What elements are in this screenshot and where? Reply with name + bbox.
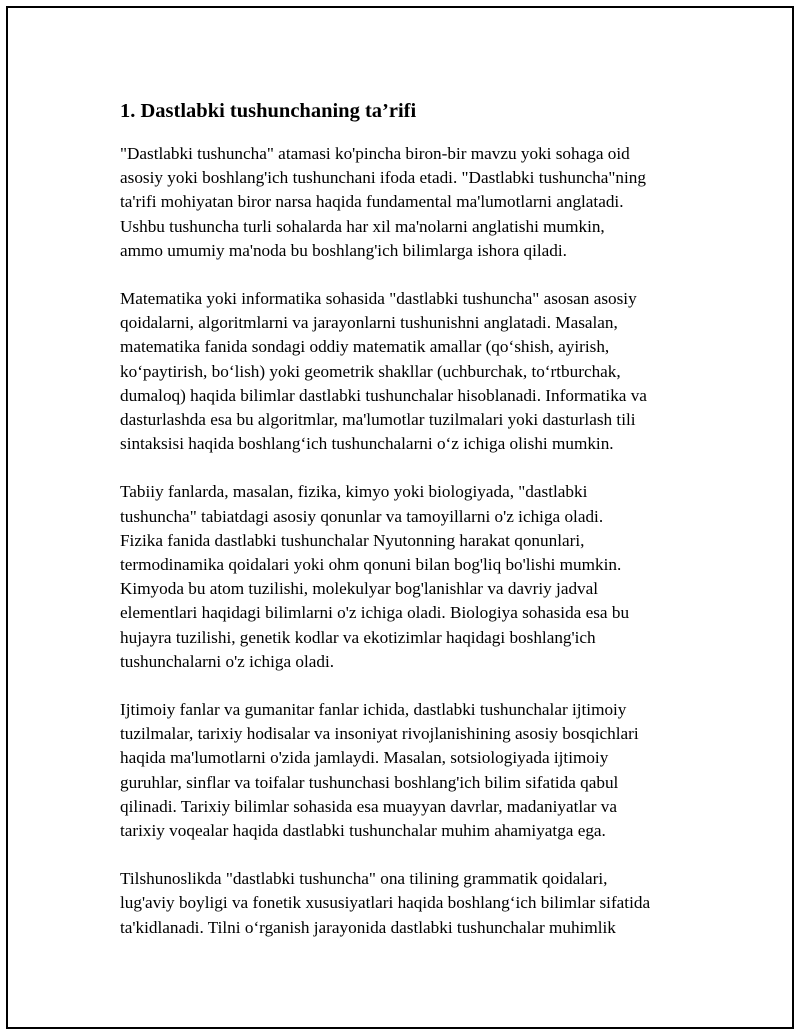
text-line: elementlari haqidagi bilimlarni o'z ichiga oladi. Biologiya sohasida esa bu: [120, 603, 630, 623]
text-line: Ijtimoiy fanlar va gumanitar fanlar ichida, dastlabki tushunchalar ijtimoiy: [120, 700, 627, 720]
text-line: sintaksisi haqida boshlang‘ich tushunchalarni o‘z ichiga olishi mumkin.: [120, 434, 614, 454]
text-line: Fizika fanida dastlabki tushunchalar Nyutonning harakat qonunlari,: [120, 530, 585, 550]
text-line: dasturlashda esa bu algoritmlar, ma'lumotlar tuzilmalari yoki dasturlash tili: [120, 410, 636, 430]
text-line: "Dastlabki tushuncha" atamasi ko'pincha biron-bir mavzu yoki sohaga oid: [120, 144, 630, 163]
text-line: dumaloq) haqida bilimlar dastlabki tushunchalar hisoblanadi. Informatika va: [120, 385, 647, 405]
text-line: guruhlar, sinflar va toifalar tushunchasi boshlang'ich bilim sifatida qabul: [120, 772, 619, 792]
text-line: tushuncha" tabiatdagi asosiy qonunlar va tamoyillarni o'z ichiga oladi.: [120, 506, 604, 526]
paragraph-1: [120, 142, 704, 263]
text-line: tuzilmalar, tarixiy hodisalar va insoniyat rivojlanishining asosiy bosqichlari: [120, 724, 639, 744]
paragraph-3: [120, 480, 704, 674]
document-body: [120, 96, 704, 964]
text-line: ta'kidlanadi. Tilni o‘rganish jarayonida dastlabki tushunchalar muhimlik: [120, 917, 616, 937]
text-line: tushunchalarni o'z ichiga oladi.: [120, 651, 335, 671]
text-line: termodinamika qoidalari yoki ohm qonuni bilan bog'liq bo'lishi mumkin.: [120, 555, 622, 575]
page-frame: [6, 6, 794, 1029]
paragraph-5: [120, 867, 704, 940]
paragraph-4: [120, 698, 704, 843]
text-line: haqida ma'lumotlarni o'zida jamlaydi. Masalan, sotsiologiyada ijtimoiy: [120, 748, 609, 768]
text-line: hujayra tuzilishi, genetik kodlar va ekotizimlar haqidagi boshlang'ich: [120, 627, 596, 647]
text-line: Kimyoda bu atom tuzilishi, molekulyar bog'lanishlar va davriy jadval: [120, 579, 599, 599]
text-line: Matematika yoki informatika sohasida "dastlabki tushuncha" asosan asosiy: [120, 289, 637, 309]
text-line: matematika fanida sondagi oddiy matematik amallar (qo‘shish, ayirish,: [120, 337, 610, 357]
text-line: qoidalarni, algoritmlarni va jarayonlarni tushunishni anglatadi. Masalan,: [120, 313, 618, 333]
text-line: qilinadi. Tarixiy bilimlar sohasida esa muayyan davrlar, madaniyatlar va: [120, 796, 618, 816]
text-line: Tabiiy fanlarda, masalan, fizika, kimyo yoki biologiyada, "dastlabki: [120, 482, 588, 502]
text-line: asosiy yoki boshlang'ich tushunchani ifoda etadi. "Dastlabki tushuncha"ning: [120, 168, 646, 188]
section-heading: 1. Dastlabki tushunchaning ta’rifi: [120, 100, 417, 122]
text-line: ta'rifi mohiyatan biror narsa haqida fundamental ma'lumotlarni anglatadi.: [120, 192, 624, 212]
text-line: ammo umumiy ma'noda bu boshlang'ich bilimlarga ishora qiladi.: [120, 240, 567, 260]
paragraph-2: [120, 287, 704, 456]
text-line: Ushbu tushuncha turli sohalarda har xil ma'nolarni anglatishi mumkin,: [120, 216, 605, 236]
text-line: Tilshunoslikda "dastlabki tushuncha" ona tilining grammatik qoidalari,: [120, 869, 608, 889]
text-line: lug'aviy boyligi va fonetik xususiyatlari haqida boshlang‘ich bilimlar sifatida: [120, 893, 651, 913]
text-line: ko‘paytirish, bo‘lish) yoki geometrik shakllar (uchburchak, to‘rtburchak,: [120, 361, 621, 381]
text-line: tarixiy voqealar haqida dastlabki tushunchalar muhim ahamiyatga ega.: [120, 821, 606, 841]
